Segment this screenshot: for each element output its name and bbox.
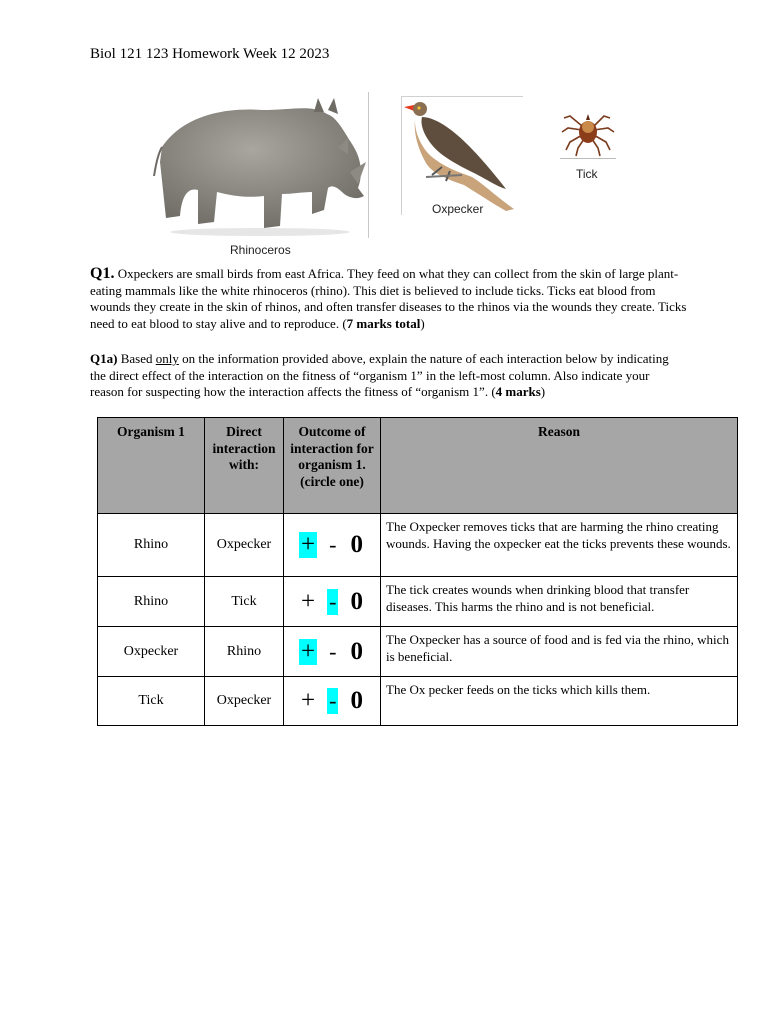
table-row: [98, 677, 738, 726]
outcome-cell: [284, 514, 381, 577]
outcome-plus-option[interactable]: +: [301, 531, 316, 558]
outcome-plus-option[interactable]: +: [301, 637, 316, 665]
outcome-cell: [284, 677, 381, 726]
question-1a-pre: Based: [117, 351, 156, 366]
question-1: [90, 266, 690, 332]
outcome-plus-option[interactable]: +: [301, 687, 316, 714]
tick-image: [560, 102, 616, 159]
interaction-cell: Rhino: [205, 627, 284, 677]
outcome-minus-option[interactable]: -: [329, 688, 337, 713]
organism-cell: Rhino: [98, 577, 205, 627]
organism-cell: Oxpecker: [98, 627, 205, 677]
question-1a-underlined: only: [155, 351, 179, 366]
table-row: [98, 627, 738, 677]
question-1a-label: Q1a): [90, 351, 118, 366]
header-reason: Reason: [381, 418, 738, 514]
interaction-cell: Tick: [205, 577, 284, 627]
tick-caption: Tick: [576, 167, 598, 181]
outcome-zero-option[interactable]: 0: [350, 531, 363, 558]
table-header-row: [98, 418, 738, 514]
outcome-zero-option[interactable]: 0: [350, 687, 363, 714]
outcome-minus-option[interactable]: -: [329, 638, 337, 664]
interaction-table: [97, 417, 738, 726]
reason-cell: The Oxpecker has a source of food and is fed via the rhino, which is beneficial.: [381, 627, 738, 677]
question-1a-marks: 4 marks: [495, 384, 541, 399]
oxpecker-caption: Oxpecker: [432, 202, 484, 216]
rhinoceros-image: [152, 92, 369, 238]
question-1-text: Oxpeckers are small birds from east Africa. They feed on what they can collect from the skin of large plant-eating mammals like the white rhinoceros (rhino). This diet is believed to include ticks. Ticks eat blood from wounds they create in the skin of rhinos, and often transfer diseases to the rhinos via the wounds they create. Ticks need to eat blood to stay alive and to reproduce. (: [90, 266, 687, 331]
question-1-label: Q1.: [90, 265, 115, 282]
document-title: Biol 121 123 Homework Week 12 2023: [90, 46, 330, 62]
outcome-cell: [284, 627, 381, 677]
outcome-minus-option[interactable]: -: [329, 588, 337, 614]
question-1-marks: 7 marks total: [346, 315, 421, 331]
header-organism-1: Organism 1: [98, 418, 205, 514]
reason-cell: The Ox pecker feeds on the ticks which kills them.: [381, 677, 738, 726]
outcome-plus-option[interactable]: +: [301, 587, 316, 615]
organism-cell: Tick: [98, 677, 205, 726]
question-1a-text: on the information provided above, explain the nature of each interaction below by indicating the direct effect of the interaction on the fitness of “organism 1” in the left-most column. Also indicate your reason for suspecting how the interaction affects the fitness of “organism 1”. (: [90, 351, 669, 399]
question-1a-close: ): [540, 384, 546, 399]
outcome-minus-option[interactable]: -: [329, 532, 337, 557]
question-1-close: ): [420, 315, 425, 331]
outcome-zero-option[interactable]: 0: [350, 587, 363, 615]
header-direct-interaction: Direct interaction with:: [205, 418, 284, 514]
outcome-cell: [284, 577, 381, 627]
rhinoceros-caption: Rhinoceros: [230, 243, 291, 257]
table-row: [98, 577, 738, 627]
interaction-cell: Oxpecker: [205, 514, 284, 577]
oxpecker-image: [401, 96, 523, 215]
question-1a: [90, 351, 680, 401]
outcome-zero-option[interactable]: 0: [350, 637, 363, 665]
reason-cell: The Oxpecker removes ticks that are harming the rhino creating wounds. Having the oxpecker eat the ticks prevents these wounds.: [381, 514, 738, 577]
organism-cell: Rhino: [98, 514, 205, 577]
header-outcome: Outcome of interaction for organism 1. (circle one): [284, 418, 381, 514]
interaction-cell: Oxpecker: [205, 677, 284, 726]
table-row: [98, 514, 738, 577]
reason-cell: The tick creates wounds when drinking blood that transfer diseases. This harms the rhino and is not beneficial.: [381, 577, 738, 627]
